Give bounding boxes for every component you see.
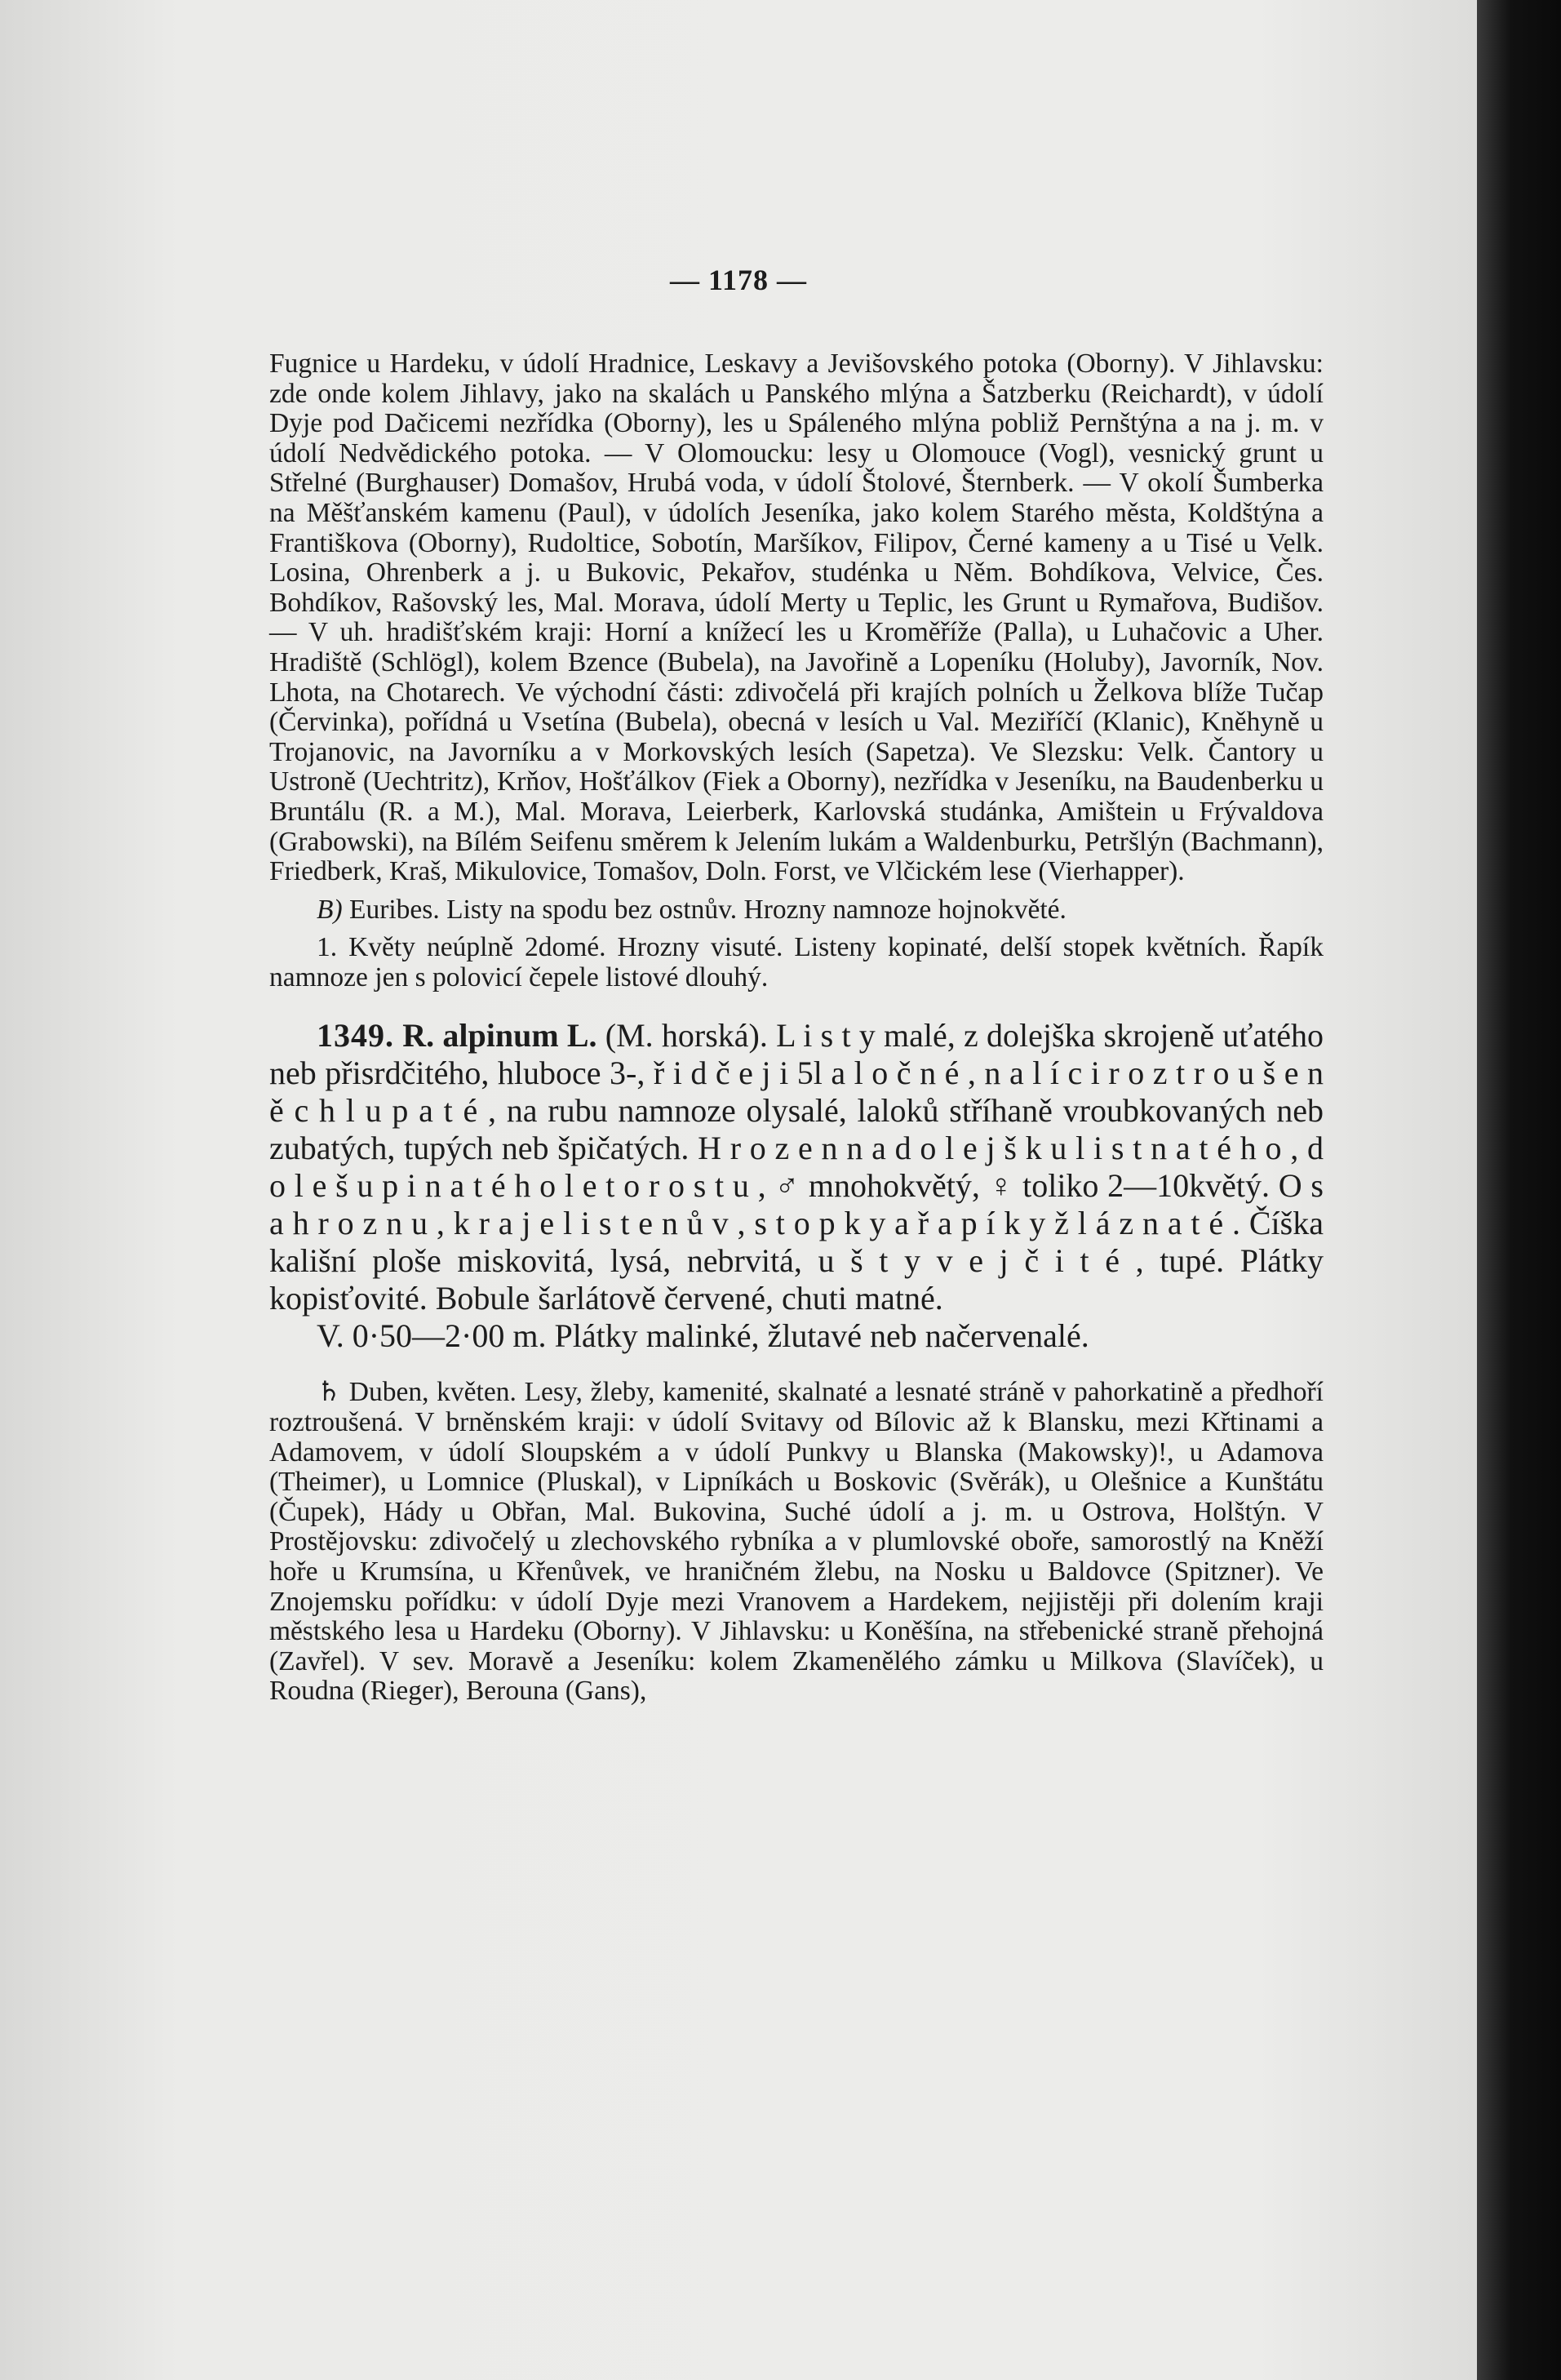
key-paragraph: 1. Květy neúplně 2domé. Hrozny visuté. Listeny kopinaté, delší stopek květních. Řapík namnoze jen s polovicí čepele listové dlouhý.	[269, 932, 1324, 992]
species-number: 1349.	[317, 1017, 394, 1055]
species-size-line: V. 0·50—2·00 m. Plátky malinké, žlutavé neb načervenalé.	[317, 1317, 1089, 1355]
locality-paragraph: Fugnice u Hardeku, v údolí Hradnice, Leskavy a Jevišovského potoka (Oborny). V Jihlavsku: zde onde kolem Jihlavy, jako na skalách u Panského mlýna a Šatzberku (Reichardt), v údolí Dyje pod Dačicemi nezřídka (Oborny), les u Spáleného mlýna pobliž Pernštýna a na j. m. v údolí Nedvědického potoka. — V Olomoucku: lesy u Olomouce (Vogl), vesnický grunt u Střelné (Burghauser) Domašov, Hrubá voda, v údolí Štolové, Šternberk. — V okolí Šumberka na Měšťanském kamenu (Paul), v údolích Jeseníka, jako kolem Starého města, Koldštýna a Františkova (Oborny), Rudoltice, Sobotín, Maršíkov, Filipov, Černé kameny a u Tisé u Velk. Losina, Ohrenberk a j. u Bukovic, Pekařov, studénka u Něm. Bohdíkova, Velvice, Čes. Bohdíkov, Rašovský les, Mal. Morava, údolí Merty u Teplic, les Grunt u Rymařova, Budišov. — V uh. hradišťském kraji: Horní a knížecí les u Kroměříže (Palla), u Luhačovic a Uher. Hradiště (Schlögl), kolem Bzence (Bubela), na Javořině a Lopeníku (Holuby), Javorník, Nov. Lhota, na Chotarech. Ve východní části: zdivočelá při krajích polních u Želkova blíže Tučap (Červinka), pořídná u Vsetína (Bubela), obecná v lesích u Val. Meziříčí (Klanic), Kněhyně u Trojanovic, na Javorníku a v Morkovských lesích (Sapetza). Ve Slezsku: Velk. Čantory u Ustroně (Uechtritz), Krňov, Hošťálkov (Fiek a Oborny), nezřídka v Jeseníku, na Baudenberku u Bruntálu (R. a M.), Mal. Morava, Leierberk, Karlovská studánka, Amištein u Frývaldova (Grabowski), na Bílém Seifenu směrem k Jelením lukám a Waldenburku, Petršlýn (Bachmann), Friedberk, Kraš, Mikulovice, Tomašov, Doln. Forst, ve Vlčickém lese (Vierhapper).	[269, 349, 1324, 887]
text-column	[269, 349, 1324, 1707]
distribution-paragraph: ♄ Duben, květen. Lesy, žleby, kamenité, skalnaté a lesnaté stráně v pahorkatině a předhoří roztroušená. V brněnském kraji: v údolí Svitavy od Bílovic až k Blansku, mezi Křtinami a Adamovem, v údolí Sloupském a v údolí Punkvy u Blanska (Makowsky)!, u Adamova (Theimer), u Lomnice (Pluskal), v Lipníkách u Boskovic (Svěrák), u Olešnice a Kunštátu (Čupek), Hády u Obřan, Mal. Bukovina, Suché údolí a j. m. u Ostrova, Holštýn. V Prostějovsku: zdivočelý u zlechovského rybníka a v plumlovské oboře, samorostlý na Kněží hoře u Krumsína, u Křenůvek, ve hraničném žlebu, na Nosku u Baldovce (Spitzner). Ve Znojemsku pořídku: v údolí Dyje mezi Vranovem a Hardekem, nejjistěji při dolením kraji městského lesa u Hardeku (Oborny). V Jihlavsku: u Koněšína, na střebenické straně přehojná (Zavřel). V sev. Moravě a Jeseníku: kolem Zkamenělého zámku u Milkova (Slavíček), u Roudna (Rieger), Berouna (Gans),	[269, 1377, 1324, 1707]
scan-edge	[1477, 0, 1561, 2380]
species-name: R. alpinum L.	[394, 1017, 597, 1055]
species-czech-name: (M. horská).	[596, 1017, 768, 1055]
section-heading-euribes	[269, 895, 1324, 926]
section-description: Euribes. Listy na spodu bez ostnův. Hrozny namnoze hojnokvěté.	[342, 894, 1067, 925]
page-number: — 1178 —	[669, 264, 807, 296]
section-letter: B)	[317, 894, 343, 925]
species-description	[269, 1017, 1324, 1317]
species-text: L i s t y malé, z dolejška skrojeně uťatého neb přisrdčitého, hluboce 3-, ř i d č e j i 5l a l o č n é , n a l í c i r o z t r o u š e n ě c h l u p a t é , na rubu namnoze olysalé, laloků stříhaně vroubkovaných neb zubatých, tupých neb špičatých. H r o z e n n a d o l e j š k u l i s t n a t é h o , d o l e š u p i n a t é h o l e t o r o s t u , ♂ mnohokvětý, ♀ toliko 2—10květý. O s a h r o z n u , k r a j e l i s t e n ů v , s t o p k y a ř a p í k y ž l á z n a t é . Číška kališní ploše miskovitá, lysá, nebrvitá, u š t y v e j č i t é , tupé. Plátky kopisťovité. Bobule šarlátově červené, chuti matné.	[269, 1017, 1324, 1317]
